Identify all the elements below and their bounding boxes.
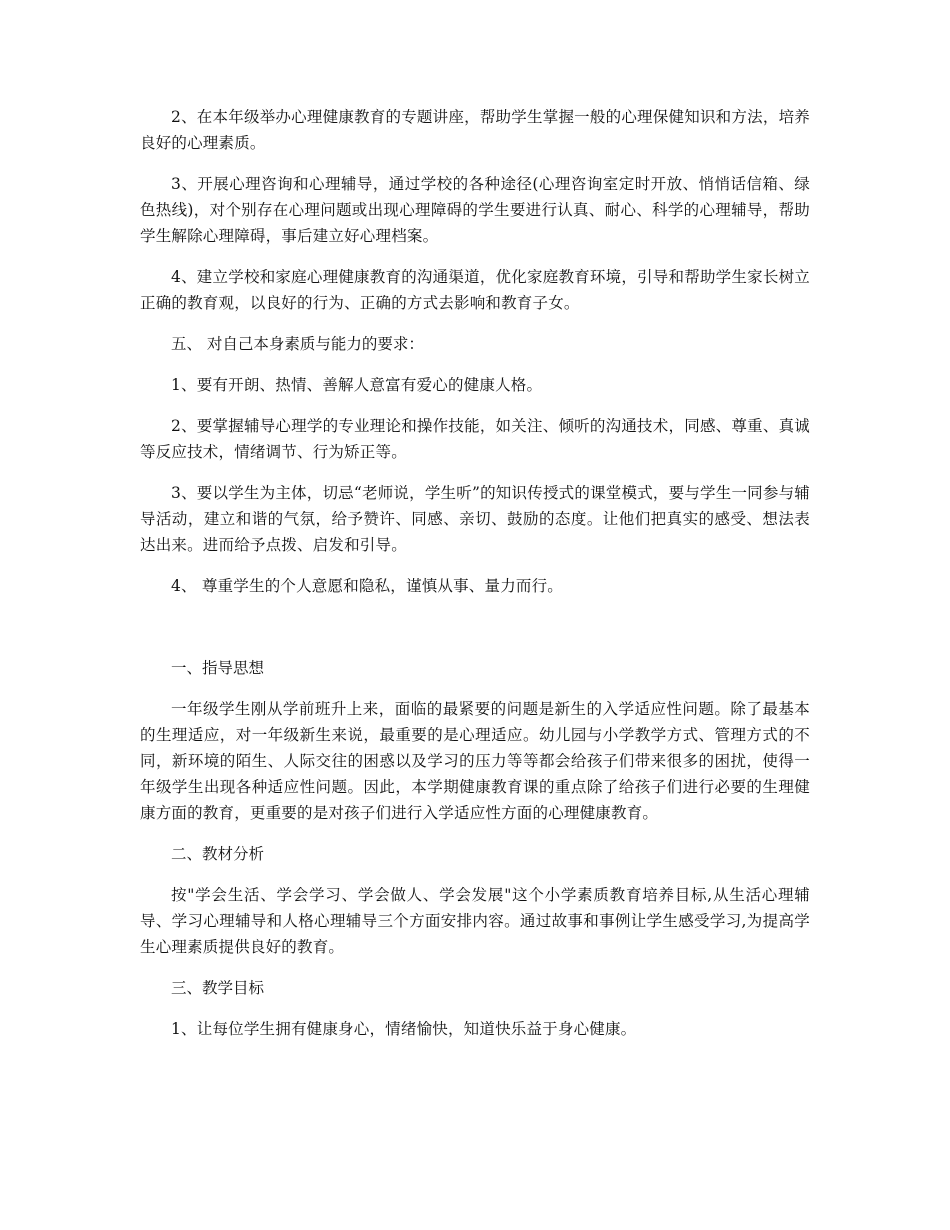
- paragraph-teaching-goal-1: 1、让每位学生拥有健康身心，情绪愉快，知道快乐益于身心健康。: [171, 1020, 637, 1038]
- section-heading-teaching-goals: 三、教学目标: [171, 979, 265, 997]
- paragraph-counseling: 3、开展心理咨询和心理辅导，通过学校的各种途径(心理咨询室定时开放、悄悄话信箱、绿色热线)，对个别存在心理问题或出现心理障碍的学生要进行认真、耐心、科学的心理辅导，帮助学生解除心理障碍，事后建立好心理档案。: [140, 175, 810, 245]
- paragraph-requirement-3: 3、要以学生为主体，切忌“老师说，学生听”的知识传授式的课堂模式，要与学生一同参与辅导活动，建立和谐的气氛，给予赞许、同感、亲切、鼓励的态度。让他们把真实的感受、想法表达出来。进而给予点拨、启发和引导。: [140, 484, 810, 554]
- paragraph-guiding-thought: 一年级学生刚从学前班升上来，面临的最紧要的问题是新生的入学适应性问题。除了最基本的生理适应，对一年级新生来说，最重要的是心理适应。幼儿园与小学教学方式、管理方式的不同，新环境的陌生、人际交往的困惑以及学习的压力等等都会给孩子们带来很多的困扰，使得一年级学生出现各种适应性问题。因此，本学期健康教育课的重点除了给孩子们进行必要的生理健康方面的教育，更重要的是对孩子们进行入学适应性方面的心理健康教育。: [140, 700, 810, 822]
- section-heading-guiding-thought: 一、指导思想: [171, 659, 265, 677]
- paragraph-lecture: 2、在本年级举办心理健康教育的专题讲座，帮助学生掌握一般的心理保健知识和方法，培养良好的心理素质。: [140, 108, 810, 152]
- paragraph-requirement-1: 1、要有开朗、热情、善解人意富有爱心的健康人格。: [171, 376, 543, 394]
- paragraph-requirement-4: 4、 尊重学生的个人意愿和隐私，谨慎从事、量力而行。: [171, 577, 563, 595]
- section-heading-textbook-analysis: 二、教材分析: [171, 845, 265, 863]
- document-body: [140, 104, 810, 1042]
- paragraph-requirement-2: 2、要掌握辅导心理学的专业理论和操作技能，如关注、倾听的沟通技术，同感、尊重、真诚等反应技术，情绪调节、行为矫正等。: [140, 417, 810, 461]
- paragraph-home-school: 4、建立学校和家庭心理健康教育的沟通渠道，优化家庭教育环境，引导和帮助学生家长树立正确的教育观，以良好的行为、正确的方式去影响和教育子女。: [140, 268, 810, 312]
- paragraph-textbook-analysis: 按"学会生活、学会学习、学会做人、学会发展"这个小学素质教育培养目标,从生活心理辅导、学习心理辅导和人格心理辅导三个方面安排内容。通过故事和事例让学生感受学习,为提高学生心理素质提供良好的教育。: [140, 886, 810, 956]
- section-heading-requirements: 五、 对自己本身素质与能力的要求：: [171, 335, 424, 353]
